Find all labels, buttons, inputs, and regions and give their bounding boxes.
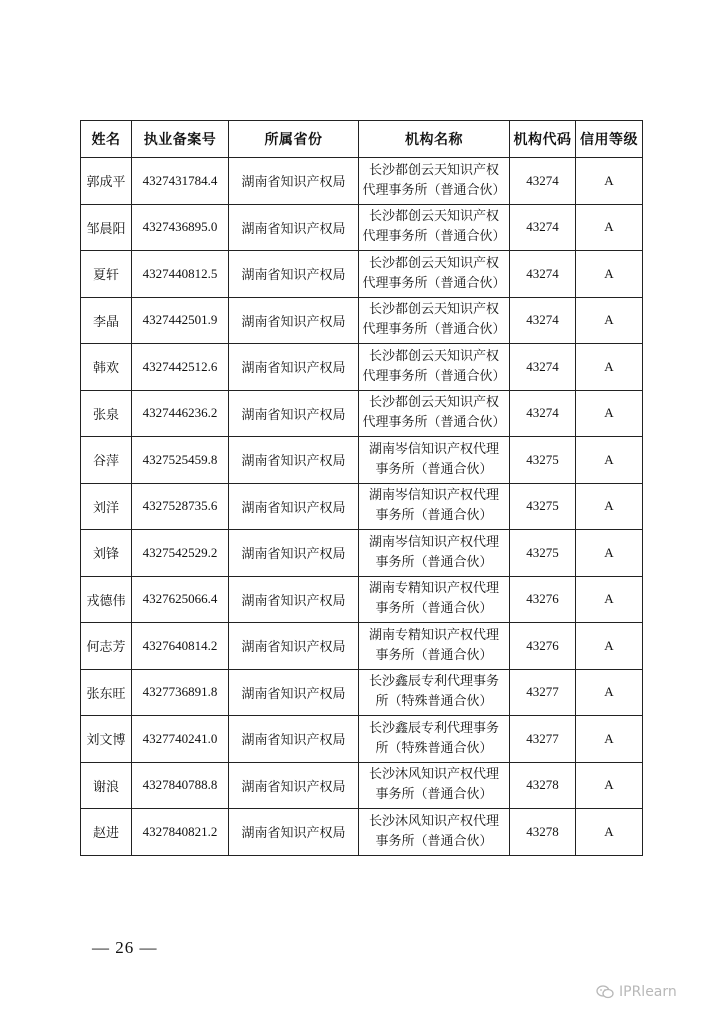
cell-registration-no: 4327542529.2 bbox=[132, 530, 229, 577]
cell-organization bbox=[359, 390, 510, 437]
cell-credit-grade: A bbox=[576, 251, 643, 298]
cell-org-code: 43275 bbox=[510, 437, 576, 484]
cell-org-code: 43276 bbox=[510, 576, 576, 623]
cell-province: 湖南省知识产权局 bbox=[229, 204, 359, 251]
cell-name: 韩欢 bbox=[81, 344, 132, 391]
org-line-1: 湖南专精知识产权代理 bbox=[368, 627, 499, 643]
cell-organization bbox=[359, 483, 510, 530]
cell-organization bbox=[359, 669, 510, 716]
cell-organization bbox=[359, 716, 510, 763]
org-line-2: 代理事务所（普通合伙） bbox=[362, 415, 506, 431]
cell-registration-no: 4327440812.5 bbox=[132, 251, 229, 298]
cell-credit-grade: A bbox=[576, 716, 643, 763]
watermark bbox=[596, 984, 677, 1000]
org-line-2: 代理事务所（普通合伙） bbox=[362, 368, 506, 384]
cell-credit-grade: A bbox=[576, 158, 643, 205]
org-line-2: 事务所（普通合伙） bbox=[375, 833, 493, 849]
cell-province: 湖南省知识产权局 bbox=[229, 762, 359, 809]
table-row bbox=[81, 204, 643, 251]
cell-registration-no: 4327528735.6 bbox=[132, 483, 229, 530]
cell-organization bbox=[359, 344, 510, 391]
org-line-2: 事务所（普通合伙） bbox=[375, 647, 493, 663]
cell-name: 赵进 bbox=[81, 809, 132, 856]
cell-organization bbox=[359, 158, 510, 205]
org-line-1: 湖南专精知识产权代理 bbox=[368, 581, 499, 597]
cell-credit-grade: A bbox=[576, 437, 643, 484]
header-org-code: 机构代码 bbox=[510, 121, 576, 158]
org-line-1: 长沙鑫辰专利代理事务 bbox=[368, 720, 499, 736]
cell-org-code: 43275 bbox=[510, 530, 576, 577]
header-province: 所属省份 bbox=[229, 121, 359, 158]
org-line-1: 长沙鑫辰专利代理事务 bbox=[368, 674, 499, 690]
cell-org-code: 43278 bbox=[510, 809, 576, 856]
cell-organization bbox=[359, 251, 510, 298]
wechat-icon bbox=[596, 985, 614, 999]
org-line-2: 代理事务所（普通合伙） bbox=[362, 229, 506, 245]
cell-org-code: 43274 bbox=[510, 297, 576, 344]
cell-name: 张泉 bbox=[81, 390, 132, 437]
table-row bbox=[81, 158, 643, 205]
cell-registration-no: 4327640814.2 bbox=[132, 623, 229, 670]
cell-registration-no: 4327736891.8 bbox=[132, 669, 229, 716]
org-line-1: 长沙都创云天知识产权 bbox=[368, 302, 499, 318]
cell-organization bbox=[359, 204, 510, 251]
org-line-2: 事务所（普通合伙） bbox=[375, 787, 493, 803]
cell-org-code: 43278 bbox=[510, 762, 576, 809]
cell-province: 湖南省知识产权局 bbox=[229, 344, 359, 391]
watermark-text: IPRlearn bbox=[619, 984, 677, 1000]
org-line-1: 湖南岑信知识产权代理 bbox=[368, 488, 499, 504]
org-line-1: 长沙都创云天知识产权 bbox=[368, 209, 499, 225]
cell-org-code: 43274 bbox=[510, 158, 576, 205]
cell-org-code: 43277 bbox=[510, 669, 576, 716]
cell-org-code: 43276 bbox=[510, 623, 576, 670]
cell-province: 湖南省知识产权局 bbox=[229, 437, 359, 484]
cell-credit-grade: A bbox=[576, 390, 643, 437]
cell-registration-no: 4327436895.0 bbox=[132, 204, 229, 251]
header-organization: 机构名称 bbox=[359, 121, 510, 158]
cell-name: 戎德伟 bbox=[81, 576, 132, 623]
cell-organization bbox=[359, 437, 510, 484]
cell-name: 李晶 bbox=[81, 297, 132, 344]
table-row bbox=[81, 623, 643, 670]
cell-province: 湖南省知识产权局 bbox=[229, 251, 359, 298]
table-row bbox=[81, 669, 643, 716]
table-row bbox=[81, 251, 643, 298]
cell-registration-no: 4327446236.2 bbox=[132, 390, 229, 437]
cell-organization bbox=[359, 762, 510, 809]
org-line-1: 长沙沐风知识产权代理 bbox=[368, 813, 499, 829]
cell-registration-no: 4327625066.4 bbox=[132, 576, 229, 623]
cell-registration-no: 4327431784.4 bbox=[132, 158, 229, 205]
table-row bbox=[81, 344, 643, 391]
cell-name: 刘洋 bbox=[81, 483, 132, 530]
cell-province: 湖南省知识产权局 bbox=[229, 623, 359, 670]
org-line-1: 长沙都创云天知识产权 bbox=[368, 348, 499, 364]
cell-registration-no: 4327525459.8 bbox=[132, 437, 229, 484]
cell-registration-no: 4327740241.0 bbox=[132, 716, 229, 763]
cell-province: 湖南省知识产权局 bbox=[229, 669, 359, 716]
cell-name: 夏轩 bbox=[81, 251, 132, 298]
header-registration-no: 执业备案号 bbox=[132, 121, 229, 158]
org-line-2: 事务所（普通合伙） bbox=[375, 601, 493, 617]
org-line-1: 长沙都创云天知识产权 bbox=[368, 395, 499, 411]
cell-credit-grade: A bbox=[576, 762, 643, 809]
cell-credit-grade: A bbox=[576, 204, 643, 251]
org-line-2: 事务所（普通合伙） bbox=[375, 508, 493, 524]
cell-registration-no: 4327442512.6 bbox=[132, 344, 229, 391]
table-row bbox=[81, 390, 643, 437]
cell-registration-no: 4327840788.8 bbox=[132, 762, 229, 809]
agent-credit-table bbox=[80, 120, 643, 856]
org-line-1: 长沙沐风知识产权代理 bbox=[368, 767, 499, 783]
table-row bbox=[81, 530, 643, 577]
cell-name: 何志芳 bbox=[81, 623, 132, 670]
cell-province: 湖南省知识产权局 bbox=[229, 483, 359, 530]
table-row bbox=[81, 762, 643, 809]
page-number: — 26 — bbox=[92, 938, 158, 957]
cell-org-code: 43275 bbox=[510, 483, 576, 530]
org-line-2: 所（特殊普通合伙） bbox=[375, 694, 493, 710]
cell-organization bbox=[359, 297, 510, 344]
cell-name: 刘文博 bbox=[81, 716, 132, 763]
cell-org-code: 43274 bbox=[510, 344, 576, 391]
org-line-2: 代理事务所（普通合伙） bbox=[362, 182, 506, 198]
org-line-2: 代理事务所（普通合伙） bbox=[362, 275, 506, 291]
cell-province: 湖南省知识产权局 bbox=[229, 809, 359, 856]
cell-organization bbox=[359, 623, 510, 670]
table-row bbox=[81, 576, 643, 623]
org-line-2: 所（特殊普通合伙） bbox=[375, 740, 493, 756]
table-header-row bbox=[81, 121, 643, 158]
cell-name: 谢浪 bbox=[81, 762, 132, 809]
cell-organization bbox=[359, 576, 510, 623]
cell-province: 湖南省知识产权局 bbox=[229, 576, 359, 623]
org-line-2: 代理事务所（普通合伙） bbox=[362, 322, 506, 338]
cell-credit-grade: A bbox=[576, 576, 643, 623]
cell-province: 湖南省知识产权局 bbox=[229, 390, 359, 437]
org-line-1: 湖南岑信知识产权代理 bbox=[368, 534, 499, 550]
cell-name: 邹晨阳 bbox=[81, 204, 132, 251]
cell-organization bbox=[359, 809, 510, 856]
cell-org-code: 43277 bbox=[510, 716, 576, 763]
org-line-1: 湖南岑信知识产权代理 bbox=[368, 441, 499, 457]
cell-credit-grade: A bbox=[576, 297, 643, 344]
header-name: 姓名 bbox=[81, 121, 132, 158]
table-row bbox=[81, 809, 643, 856]
table-row bbox=[81, 297, 643, 344]
table-row bbox=[81, 716, 643, 763]
org-line-1: 长沙都创云天知识产权 bbox=[368, 162, 499, 178]
cell-name: 刘锋 bbox=[81, 530, 132, 577]
cell-credit-grade: A bbox=[576, 623, 643, 670]
header-credit-grade: 信用等级 bbox=[576, 121, 643, 158]
org-line-1: 长沙都创云天知识产权 bbox=[368, 255, 499, 271]
cell-name: 谷萍 bbox=[81, 437, 132, 484]
cell-credit-grade: A bbox=[576, 344, 643, 391]
cell-registration-no: 4327840821.2 bbox=[132, 809, 229, 856]
cell-province: 湖南省知识产权局 bbox=[229, 716, 359, 763]
cell-credit-grade: A bbox=[576, 669, 643, 716]
cell-org-code: 43274 bbox=[510, 251, 576, 298]
table-row bbox=[81, 483, 643, 530]
cell-province: 湖南省知识产权局 bbox=[229, 158, 359, 205]
cell-credit-grade: A bbox=[576, 809, 643, 856]
cell-credit-grade: A bbox=[576, 530, 643, 577]
cell-name: 张东旺 bbox=[81, 669, 132, 716]
cell-org-code: 43274 bbox=[510, 204, 576, 251]
cell-credit-grade: A bbox=[576, 483, 643, 530]
cell-name: 郭成平 bbox=[81, 158, 132, 205]
cell-registration-no: 4327442501.9 bbox=[132, 297, 229, 344]
cell-org-code: 43274 bbox=[510, 390, 576, 437]
org-line-2: 事务所（普通合伙） bbox=[375, 554, 493, 570]
cell-province: 湖南省知识产权局 bbox=[229, 530, 359, 577]
cell-organization bbox=[359, 530, 510, 577]
org-line-2: 事务所（普通合伙） bbox=[375, 461, 493, 477]
cell-province: 湖南省知识产权局 bbox=[229, 297, 359, 344]
table-row bbox=[81, 437, 643, 484]
